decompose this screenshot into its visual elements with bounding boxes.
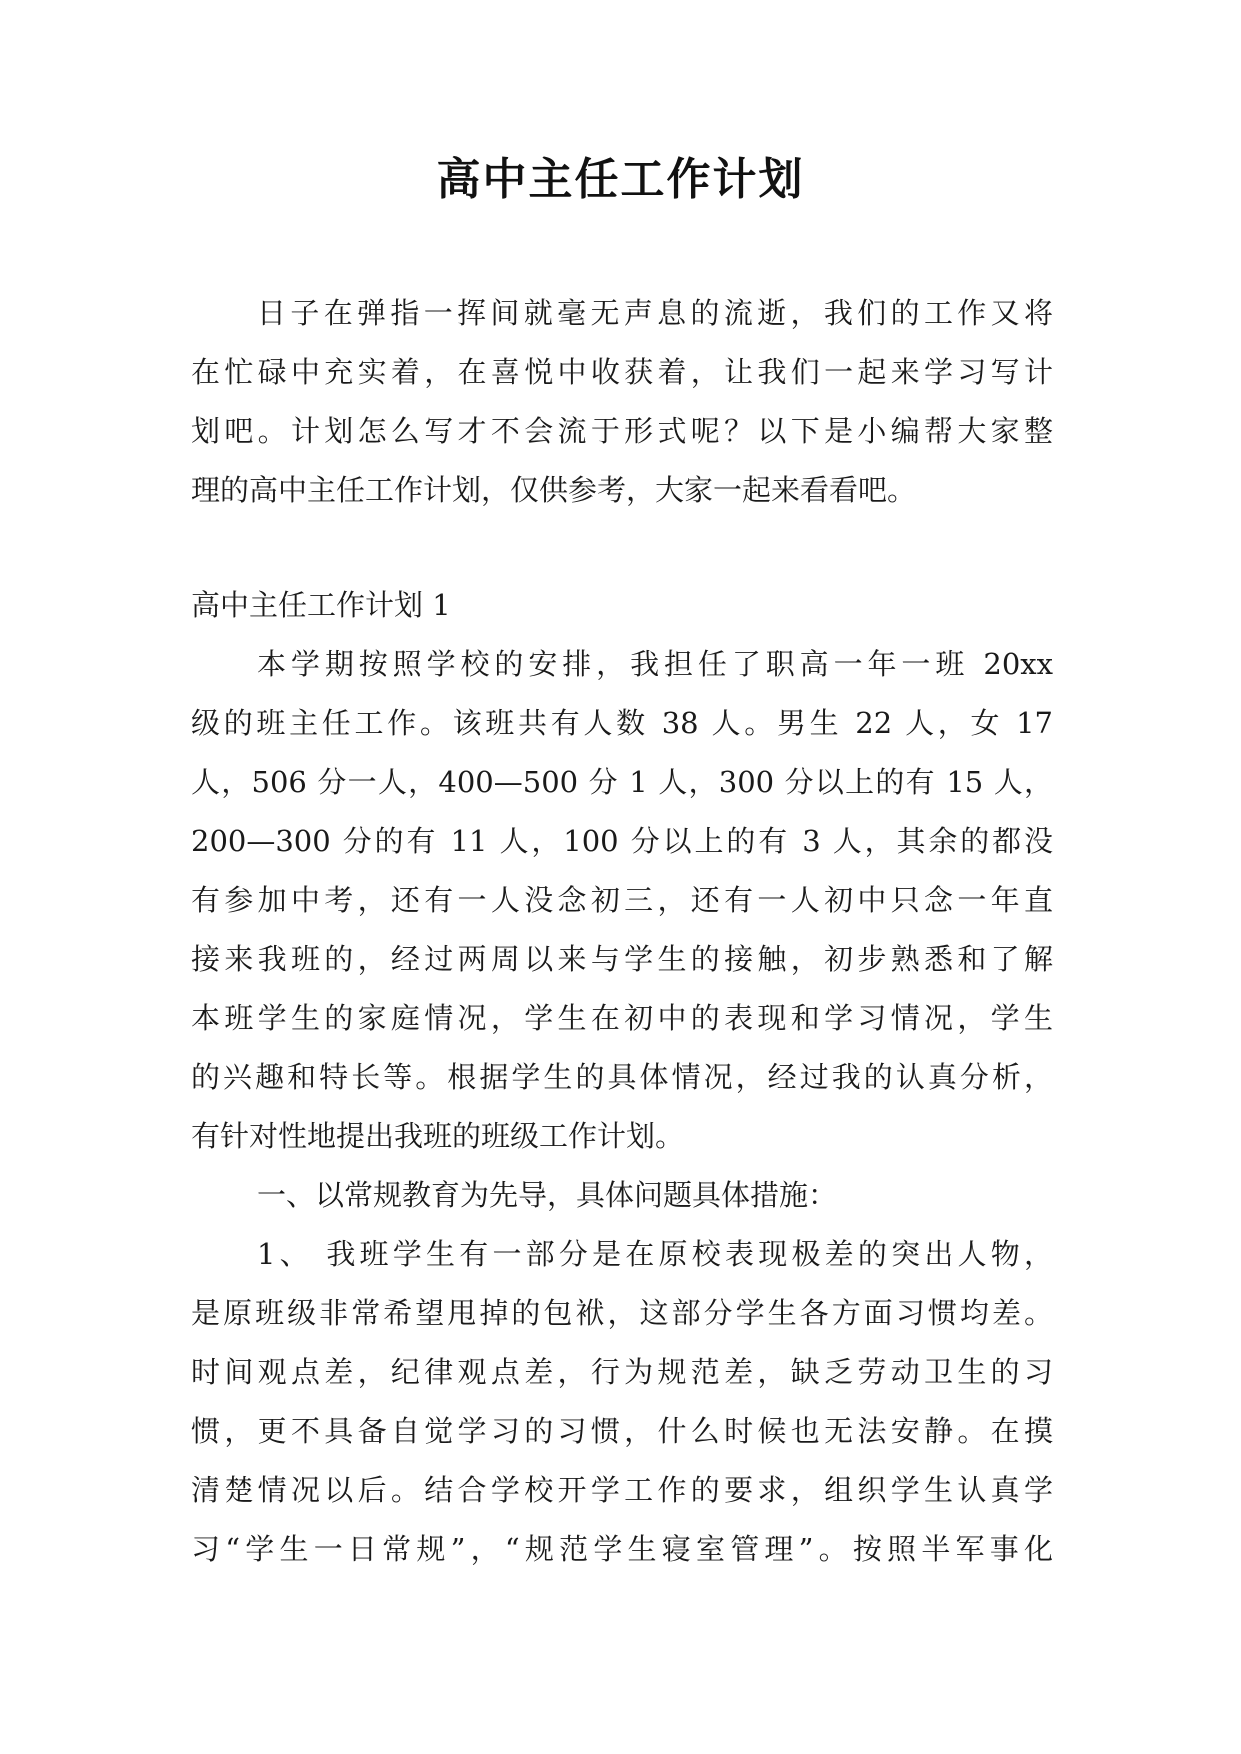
body-line: 清楚情况以后。结合学校开学工作的要求，组织学生认真学 — [191, 1473, 1053, 1507]
body-line: 有针对性地提出我班的班级工作计划。 — [191, 1119, 685, 1153]
intro-paragraph — [191, 284, 1053, 520]
body-line: 人，506 分一人，400—500 分 1 人，300 分以上的有 15 人， — [191, 765, 1053, 799]
intro-line: 在忙碌中充实着，在喜悦中收获着，让我们一起来学习写计 — [191, 355, 1053, 389]
body-line: 本学期按照学校的安排，我担任了职高一年一班 20xx — [257, 647, 1053, 681]
main-body — [191, 635, 1053, 1579]
intro-line: 理的高中主任工作计划，仅供参考，大家一起来看看吧。 — [191, 473, 917, 507]
subheading-line: 一、以常规教育为先导，具体问题具体措施： — [257, 1178, 838, 1212]
body-line: 本班学生的家庭情况，学生在初中的表现和学习情况，学生 — [191, 1001, 1053, 1035]
section-heading: 高中主任工作计划 1 — [191, 588, 451, 622]
body-line: 时间观点差，纪律观点差，行为规范差，缺乏劳动卫生的习 — [191, 1355, 1053, 1389]
body-line: 有参加中考，还有一人没念初三，还有一人初中只念一年直 — [191, 883, 1053, 917]
body-line: 接来我班的，经过两周以来与学生的接触，初步熟悉和了解 — [191, 942, 1053, 976]
intro-line: 日子在弹指一挥间就毫无声息的流逝，我们的工作又将 — [257, 296, 1053, 330]
document-title: 高中主任工作计划 — [436, 154, 805, 205]
body-line: 级的班主任工作。该班共有人数 38 人。男生 22 人，女 17 — [191, 706, 1053, 740]
body-line: 是原班级非常希望甩掉的包袱，这部分学生各方面习惯均差。 — [191, 1296, 1053, 1330]
body-line: 习“学生一日常规”，“规范学生寝室管理”。按照半军事化 — [191, 1532, 1053, 1566]
body-line: 200—300 分的有 11 人，100 分以上的有 3 人，其余的都没 — [191, 824, 1053, 858]
body-line: 1、 我班学生有一部分是在原校表现极差的突出人物， — [257, 1237, 1053, 1271]
body-line: 的兴趣和特长等。根据学生的具体情况，经过我的认真分析， — [191, 1060, 1053, 1094]
body-line: 惯，更不具备自觉学习的习惯，什么时候也无法安静。在摸 — [191, 1414, 1053, 1448]
intro-line: 划吧。计划怎么写才不会流于形式呢？以下是小编帮大家整 — [191, 414, 1053, 448]
